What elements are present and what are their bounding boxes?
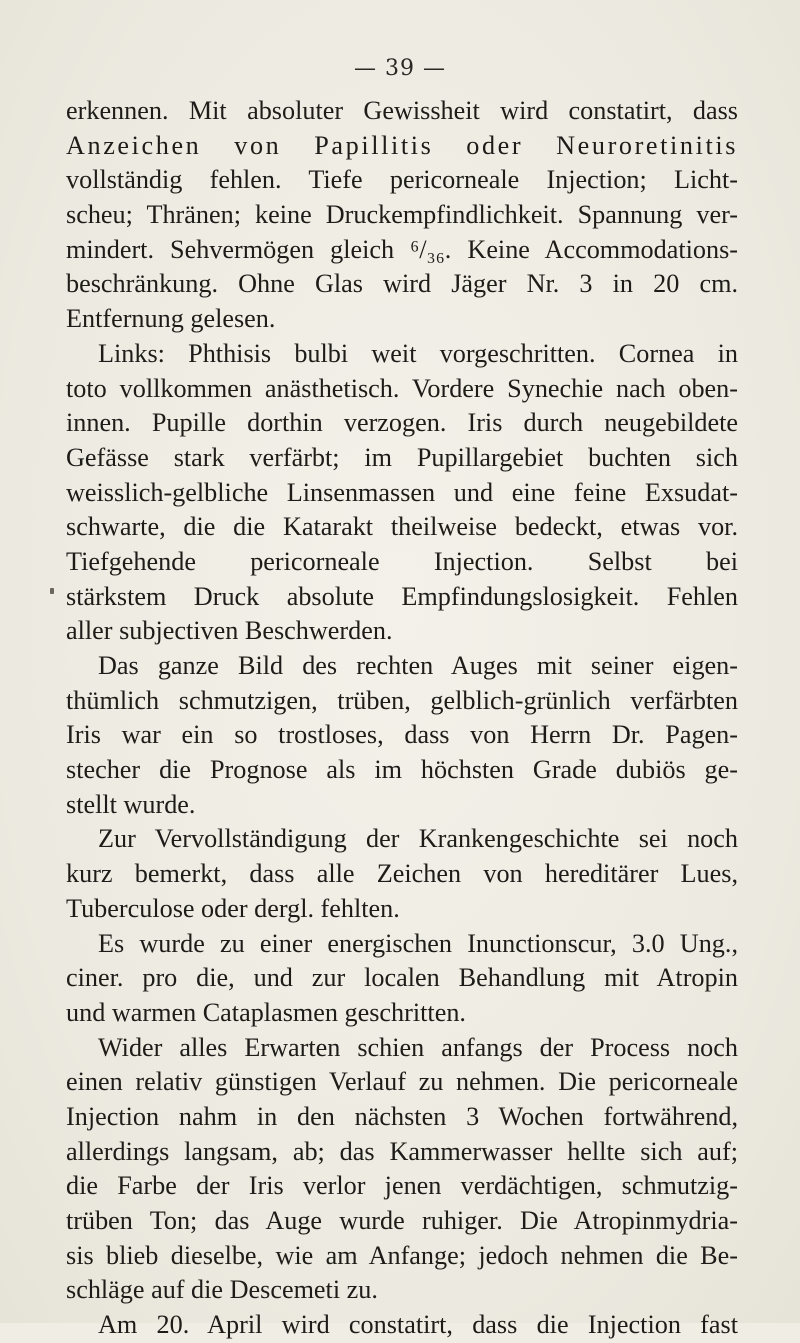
text-line: toto vollkommen anästhetisch. Vordere Synechie nach oben- <box>66 373 738 403</box>
text-line: Tuberculose oder dergl. fehlten. <box>66 893 400 923</box>
text-line: einen relativ günstigen Verlauf zu nehmen. Die pericorneale <box>66 1067 738 1097</box>
text-line: Gefässe stark verfärbt; im Pupillargebiet buchten sich <box>66 442 738 472</box>
text-line: weisslich-gelbliche Linsenmassen und eine feine Exsudat- <box>66 477 738 507</box>
body-text <box>66 94 738 1343</box>
text-line: Wider alles Erwarten schien anfangs der Process noch <box>98 1032 738 1062</box>
text-line: schwarte, die die Katarakt theilweise bedeckt, etwas vor. <box>66 512 738 542</box>
text-line: stecher die Prognose als im höchsten Grade dubiös ge- <box>66 755 738 785</box>
text-line: trüben Ton; das Auge wurde ruhiger. Die Atropinmydria- <box>66 1206 738 1235</box>
text-line: thümlich schmutzigen, trüben, gelblich-grünlich verfärbten <box>66 685 738 715</box>
text-line: innen. Pupille dorthin verzogen. Iris durch neugebildete <box>66 408 738 438</box>
margin-mark <box>50 588 54 594</box>
text-line: Anzeichen von Papillitis oder Neuroretinitis <box>66 130 738 160</box>
text-line: beschränkung. Ohne Glas wird Jäger Nr. 3 in 20 cm. <box>66 269 738 299</box>
text-line: erkennen. Mit absoluter Gewissheit wird constatirt, dass <box>66 96 738 125</box>
text-line: Iris war ein so trostloses, dass von Herrn Dr. Pagen- <box>66 720 738 750</box>
text-line: scheu; Thränen; keine Druckempfindlichkeit. Spannung ver- <box>66 200 738 230</box>
text-line: die Farbe der Iris verlor jenen verdächtigen, schmutzig- <box>66 1171 738 1201</box>
text-line: stärkstem Druck absolute Empfindungslosigkeit. Fehlen <box>66 581 738 611</box>
text-line: Links: Phthisis bulbi weit vorgeschritten. Cornea in <box>98 338 738 368</box>
text-line: ciner. pro die, und zur localen Behandlung mit Atropin <box>66 963 738 993</box>
text-line: mindert. Sehvermögen gleich ⁶/₃₆. Keine Accommodations- <box>66 234 738 264</box>
text-line: kurz bemerkt, dass alle Zeichen von hereditärer Lues, <box>66 859 738 889</box>
text-line: Injection nahm in den nächsten 3 Wochen fortwährend, <box>66 1101 738 1131</box>
text-line: Entfernung gelesen. <box>66 304 276 334</box>
text-line: Das ganze Bild des rechten Auges mit seiner eigen- <box>98 651 738 680</box>
text-line: Am 20. April wird constatirt, dass die Injection fast <box>98 1310 738 1340</box>
text-line: sis blieb dieselbe, wie am Anfange; jedoch nehmen die Be- <box>66 1240 738 1270</box>
page-number: — 39 — <box>354 56 446 81</box>
text-line: Es wurde zu einer energischen Inunctionscur, 3.0 Ung., <box>98 928 738 958</box>
text-line: vollständig fehlen. Tiefe pericorneale Injection; Licht- <box>66 165 738 195</box>
text-line: und warmen Cataplasmen geschritten. <box>66 997 466 1027</box>
text-line: stellt wurde. <box>66 789 196 819</box>
text-line: allerdings langsam, ab; das Kammerwasser hellte sich auf; <box>66 1136 738 1166</box>
text-line: aller subjectiven Beschwerden. <box>66 616 393 646</box>
text-line: Tiefgehende pericorneale Injection. Selbst bei <box>66 546 738 576</box>
text-line: schläge auf die Descemeti zu. <box>66 1275 378 1305</box>
text-line: Zur Vervollständigung der Krankengeschichte sei noch <box>98 824 738 854</box>
